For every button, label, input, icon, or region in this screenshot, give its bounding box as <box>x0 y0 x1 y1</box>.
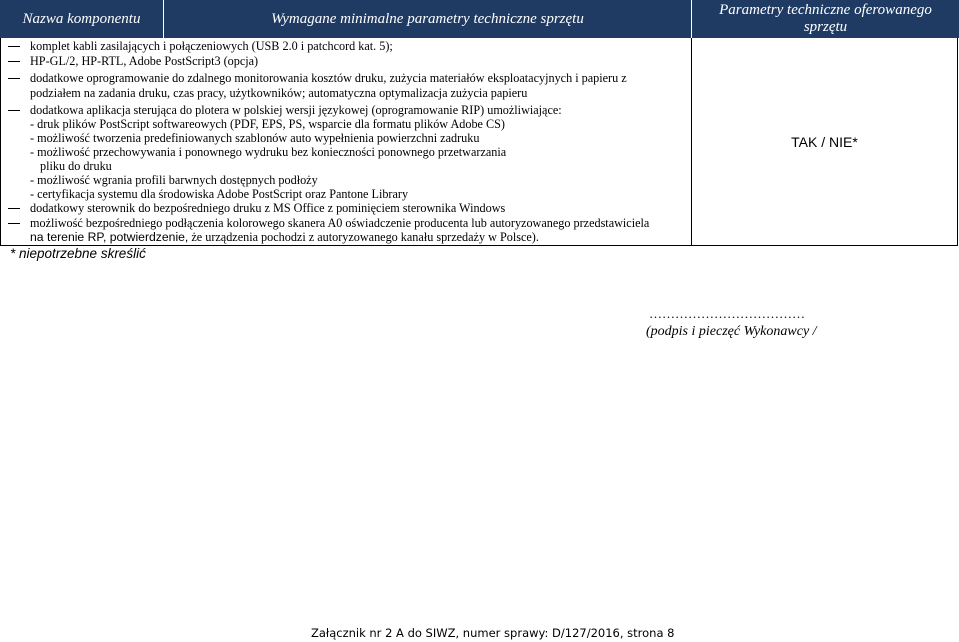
header-offered-parameters: Parametry techniczne oferowanego sprzętu <box>692 0 959 38</box>
dash-icon <box>8 223 20 224</box>
header-required-parameters: Wymagane minimalne parametry techniczne sprzętu <box>164 0 691 38</box>
dash-icon <box>8 61 20 62</box>
dash-icon <box>8 110 20 111</box>
signature-label: (podpis i pieczęć Wykonawcy / <box>646 324 817 339</box>
req-line: HP-GL/2, HP-RTL, Adobe PostScript3 (opcja) <box>30 54 259 68</box>
req-line: - druk plików PostScript softwareowych (PDF, EPS, PS, wsparcie dla formatu plików Adobe CS) <box>30 117 505 131</box>
req-line: możliwość bezpośredniego podłączenia kolorowego skanera A0 oświadczenie producenta lub autoryzowanego przedstawiciela <box>30 216 650 230</box>
page-footer: Załącznik nr 2 A do SIWZ, numer sprawy: D/127/2016, strona 8 <box>311 626 675 640</box>
req-line: - możliwość wgrania profili barwnych dostępnych podłoży <box>30 173 318 187</box>
req-line: - możliwość tworzenia predefiniowanych szablonów auto wypełnienia powierzchni zadruku <box>30 131 480 145</box>
dash-icon <box>8 46 20 47</box>
req-text-sans: na terenie RP, potwierdzenie, <box>30 230 189 244</box>
req-line: podziałem na zadania druku, czas pracy, użytkowników; automatyczna optymalizacja zużycia papieru <box>30 86 528 100</box>
req-text: że urządzenia pochodzi z autoryzowanego kanału sprzedaży w Polsce). <box>188 230 539 244</box>
req-line: dodatkowe oprogramowanie do zdalnego monitorowania kosztów druku, zużycia materiałów eksploatacyjnych i papieru z <box>30 71 627 85</box>
answer-text: TAK / NIE* <box>791 133 858 150</box>
dash-icon <box>8 78 20 79</box>
req-line: dodatkowy sterownik do bezpośredniego druku z MS Office z pominięciem sterownika Windows <box>30 201 506 215</box>
req-line: - certyfikacja systemu dla środowiska Adobe PostScript oraz Pantone Library <box>30 187 409 201</box>
req-line: pliku do druku <box>40 159 112 173</box>
req-line: - możliwość przechowywania i ponownego wydruku bez konieczności ponownego przetwarzania <box>30 145 507 159</box>
header-component-name: Nazwa komponentu <box>0 0 163 38</box>
footnote: * niepotrzebne skreślić <box>10 246 146 261</box>
signature-line: ……………………………… <box>649 306 805 321</box>
req-line <box>30 230 539 244</box>
table-header <box>0 0 959 38</box>
req-line: dodatkowa aplikacja sterująca do plotera w polskiej wersji językowej (oprogramowanie RIP) umożliwiające: <box>30 103 562 117</box>
req-line: komplet kabli zasilających i połączeniowych (USB 2.0 i patchcord kat. 5); <box>30 39 393 53</box>
answer-cell <box>691 38 958 246</box>
dash-icon <box>8 208 20 209</box>
